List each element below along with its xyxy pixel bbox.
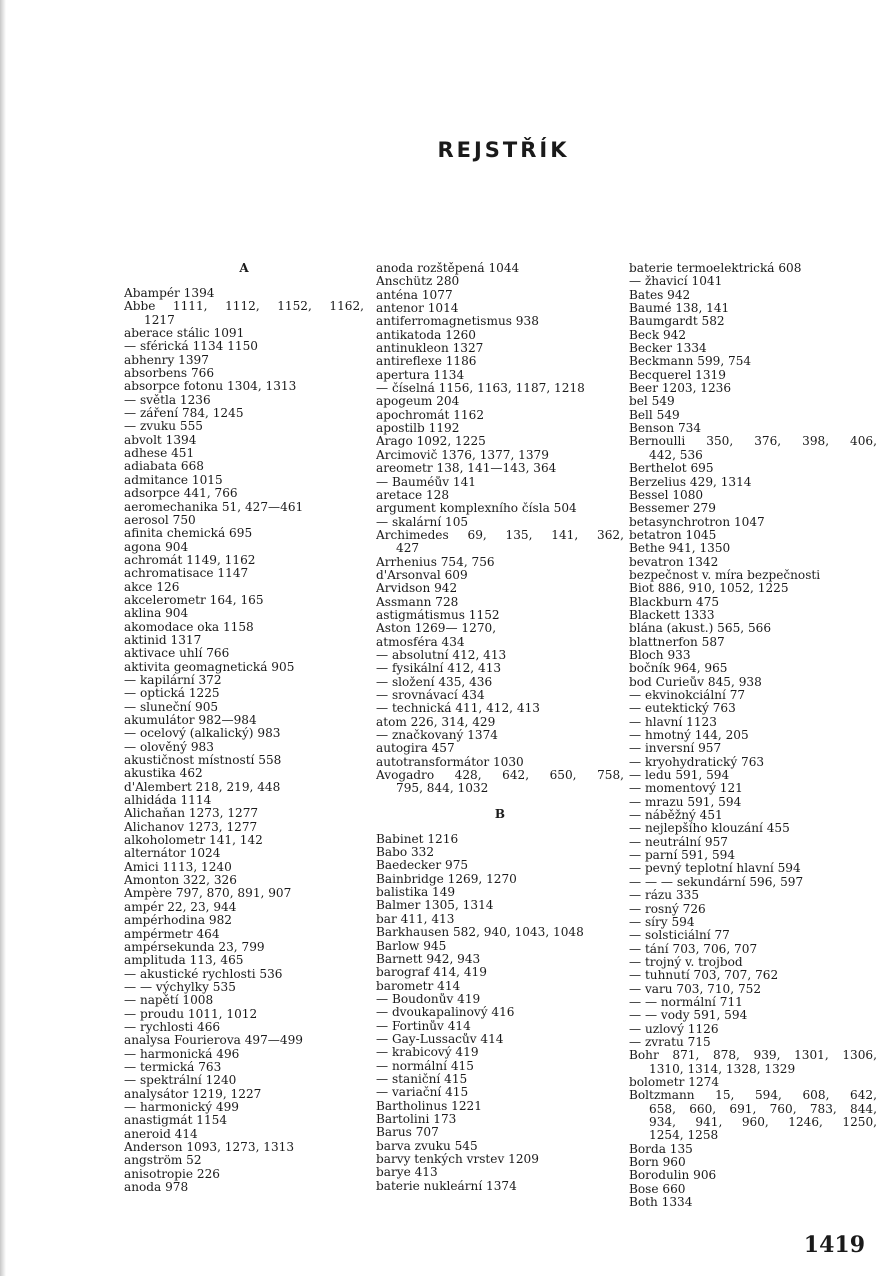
index-entry: Bessel 1080 [629,488,704,502]
index-entry: betasynchrotron 1047 [629,515,765,529]
index-entry-continuation: 1217 [144,313,175,327]
index-entry: Baumé 138, 141 [629,302,730,316]
index-entry: bočník 964, 965 [629,662,728,676]
index-entry: Bose 660 [629,1182,686,1196]
index-entry: — mrazu 591, 594 [629,795,742,809]
index-entry: — — normální 711 [629,995,743,1009]
index-entry: ampérsekunda 23, 799 [124,940,265,954]
index-entry: anisotropie 226 [124,1167,220,1181]
index-entry: bel 549 [629,395,675,409]
index-entry: — hlavní 1123 [629,715,717,729]
index-entry: — harmonická 496 [124,1047,240,1061]
index-entry: — světla 1236 [124,393,211,407]
index-entry: — ledu 591, 594 [629,769,730,783]
index-entry: akce 126 [124,580,180,594]
index-entry: balistika 149 [376,886,456,900]
index-entry: Bernoulli 350, 376, 398, 406, [629,435,877,449]
index-entry: amplituda 113, 465 [124,954,244,968]
index-entry: Aston 1269— 1270, [376,622,497,636]
index-entry: — sluneční 905 [124,700,219,714]
index-entry: — solsticiální 77 [629,929,730,943]
index-entry: agona 904 [124,540,189,554]
index-entry: akustičnost místností 558 [124,754,282,768]
index-entry: apogeum 204 [376,395,460,409]
index-entry: Ampère 797, 870, 891, 907 [124,887,292,901]
index-entry: Abampér 1394 [124,287,215,300]
index-entry: — Boudonův 419 [376,992,481,1006]
index-entry: Baedecker 975 [376,859,469,873]
index-entry: — nejlepšího klouzání 455 [629,822,790,836]
index-entry: — trojný v. trojbod [629,955,743,969]
index-entry: anoda rozštěpená 1044 [376,262,520,275]
index-entry: baterie termoelektrická 608 [629,262,802,275]
index-entry: barometr 414 [376,979,461,993]
index-entry: — momentový 121 [629,782,743,796]
index-entry: absorbens 766 [124,367,215,381]
index-entry: angström 52 [124,1154,202,1168]
index-entry: Borda 135 [629,1142,693,1156]
index-entry: Blackburn 475 [629,595,720,609]
index-entry: aktivace uhlí 766 [124,647,230,661]
index-entry: blána (akust.) 565, 566 [629,622,772,636]
index-entry: Babinet 1216 [376,832,459,846]
index-entry: — síry 594 [629,915,695,929]
index-entry: Babo 332 [376,846,435,860]
index-entry: bezpečnost v. míra bezpečnosti [629,568,821,582]
index-entry: anastigmát 1154 [124,1114,228,1128]
index-entry: astigmátismus 1152 [376,608,500,622]
index-entry: absorpce fotonu 1304, 1313 [124,380,297,394]
index-entry: Beck 942 [629,328,687,342]
page-gutter-shadow [0,0,6,1276]
index-entry: — termická 763 [124,1060,222,1074]
index-entry: Barkhausen 582, 940, 1043, 1048 [376,926,584,940]
index-entry: aerosol 750 [124,513,196,527]
index-entry: apochromát 1162 [376,408,485,422]
index-entry: blattnerfon 587 [629,635,725,649]
index-entry: apostilb 1192 [376,422,460,436]
index-entry: — uzlový 1126 [629,1022,719,1036]
index-entry: antiferromagnetismus 938 [376,315,539,329]
index-entry: Barus 707 [376,1126,439,1140]
index-entry: — zvratu 715 [629,1035,711,1049]
index-entry: akcelerometr 164, 165 [124,593,264,607]
index-column-3 [629,262,877,1209]
index-entry: Bell 549 [629,408,680,422]
index-entry: antireflexe 1186 [376,355,477,369]
index-entry: atom 226, 314, 429 [376,715,496,729]
index-entry-continuation: 1254, 1258 [649,1129,719,1143]
index-entry: d'Arsonval 609 [376,568,468,582]
index-entry: — rázu 335 [629,889,700,903]
index-entry: alkoholometr 141, 142 [124,834,263,848]
index-entry: achromatisace 1147 [124,567,249,581]
index-entry: akumulátor 982—984 [124,714,257,727]
index-entry: — ekvinokciální 77 [629,689,746,702]
index-entry: Bainbridge 1269, 1270 [376,872,517,886]
index-entry: Beckmann 599, 754 [629,355,752,369]
index-entry: aeromechanika 51, 427—461 [124,500,304,514]
index-entry: — eutektický 763 [629,702,736,716]
index-entry: bod Curieův 845, 938 [629,675,762,689]
index-entry: Berzelius 429, 1314 [629,475,752,489]
index-entry: Born 960 [629,1156,686,1170]
index-entry: — srovnávací 434 [376,689,485,702]
index-entry: antikatoda 1260 [376,328,476,342]
index-entry: Bohr 871, 878, 939, 1301, 1306, [629,1049,877,1063]
index-entry: Bates 942 [629,288,691,302]
index-entry: — normální 415 [376,1059,474,1073]
index-entry: — — — sekundární 596, 597 [629,875,804,889]
page-title: REJSTŘÍK [437,138,570,162]
page-number: 1419 [803,1232,865,1258]
index-entry: anoda 978 [124,1181,189,1195]
index-entry: ampérmetr 464 [124,927,220,941]
index-entry: baterie nukleární 1374 [376,1179,517,1193]
index-entry: aneroid 414 [124,1127,198,1141]
index-entry: — fysikální 412, 413 [376,662,502,676]
index-entry: — optická 1225 [124,687,220,701]
index-entry: — inversní 957 [629,742,722,756]
index-entry: betatron 1045 [629,528,717,542]
index-entry: Both 1334 [629,1196,693,1210]
index-entry: autogira 457 [376,742,455,756]
index-entry: Arrhenius 754, 756 [376,555,495,569]
index-entry: — tuhnutí 703, 707, 762 [629,969,779,983]
index-entry: Anderson 1093, 1273, 1313 [124,1141,295,1154]
index-entry-continuation: 442, 536 [649,448,703,462]
index-entry: Arago 1092, 1225 [376,435,486,449]
index-entry: areometr 138, 141—143, 364 [376,462,557,476]
index-entry: — záření 784, 1245 [124,407,244,421]
index-entry: Amici 1113, 1240 [124,860,232,874]
index-entry-continuation: 1310, 1314, 1328, 1329 [649,1062,796,1076]
index-entry: — složení 435, 436 [376,675,493,689]
index-entry: — značkovaný 1374 [376,729,498,743]
index-entry: bolometr 1274 [629,1075,720,1089]
index-entry: Blackett 1333 [629,608,715,622]
index-entry: Amonton 322, 326 [124,874,237,888]
index-entry: — krabicový 419 [376,1046,479,1060]
index-entry: — absolutní 412, 413 [376,648,507,662]
index-entry: — staniční 415 [376,1072,468,1086]
index-entry: — varu 703, 710, 752 [629,982,762,996]
index-entry: — — vody 591, 594 [629,1009,748,1023]
index-entry: Alichanov 1273, 1277 [124,820,258,834]
index-entry: analysa Fourierova 497—499 [124,1034,303,1048]
index-entry: — Fortinův 414 [376,1019,471,1033]
index-entry: — napětí 1008 [124,994,214,1008]
index-entry: Alichaňan 1273, 1277 [124,807,259,821]
index-entry: barye 413 [376,1166,438,1180]
index-entry: — číselná 1156, 1163, 1187, 1218 [376,382,585,396]
index-entry: analysátor 1219, 1227 [124,1087,262,1101]
section-gap [376,796,624,808]
index-entry: Anschütz 280 [376,275,460,289]
index-entry: atmosféra 434 [376,635,465,649]
index-entry: — kapilární 372 [124,673,222,687]
index-entry: ampér 22, 23, 944 [124,900,237,914]
index-entry: Bartolini 173 [376,1112,457,1126]
index-entry: adiabata 668 [124,460,204,474]
index-entry: — pevný teplotní hlavní 594 [629,862,801,876]
index-entry: Barnett 942, 943 [376,952,481,966]
index-entry: Arvidson 942 [376,582,458,596]
index-entry: Bartholinus 1221 [376,1099,482,1113]
index-entry: — zvuku 555 [124,420,203,434]
index-entry: Becquerel 1319 [629,368,726,382]
index-entry: admitance 1015 [124,473,223,487]
index-entry-continuation: 795, 844, 1032 [396,782,489,796]
index-entry: afinita chemická 695 [124,527,253,541]
index-entry: alternátor 1024 [124,847,221,861]
index-entry: — proudu 1011, 1012 [124,1007,258,1021]
index-entry: Benson 734 [629,422,702,436]
index-entry: Borodulin 906 [629,1169,717,1183]
index-entry: barograf 414, 419 [376,966,487,980]
index-entry: aklina 904 [124,607,189,621]
index-entry: Balmer 1305, 1314 [376,899,494,913]
index-entry: ampérhodina 982 [124,914,232,928]
index-entry: — olověný 983 [124,740,214,754]
index-entry: Berthelot 695 [629,462,714,476]
index-entry: d'Alembert 218, 219, 448 [124,780,281,794]
index-entry: — spektrální 1240 [124,1074,237,1088]
index-entry: bevatron 1342 [629,555,719,569]
index-entry: antenor 1014 [376,302,459,316]
index-entry-continuation: 658, 660, 691, 760, 783, 844, [649,1102,877,1116]
index-entry: — neutrální 957 [629,835,728,849]
index-entry: Bessemer 279 [629,502,716,516]
index-entry: abhenry 1397 [124,353,209,367]
index-entry: — skalární 105 [376,515,469,529]
index-entry: akustika 462 [124,767,203,781]
index-entry: argument komplexního čísla 504 [376,502,577,516]
index-entry: abvolt 1394 [124,433,197,447]
index-entry-continuation: 427 [396,542,420,556]
index-entry: — tání 703, 706, 707 [629,942,758,956]
index-entry: bar 411, 413 [376,912,455,926]
index-column-2 [376,262,624,1193]
section-letter: A [239,261,249,275]
index-entry: — — výchylky 535 [124,980,236,994]
index-entry: — hmotný 144, 205 [629,729,749,743]
index-entry: — variační 415 [376,1086,469,1100]
index-entry: — rychlosti 466 [124,1020,221,1034]
index-entry: anténa 1077 [376,288,453,302]
index-entry: aretace 128 [376,488,450,502]
index-entry: — dvoukapalinový 416 [376,1006,515,1020]
index-entry: aktinid 1317 [124,633,202,647]
index-entry: adhese 451 [124,447,195,461]
index-entry: apertura 1134 [376,368,465,382]
index-entry: — sférická 1134 1150 [124,340,258,354]
index-entry: — rosný 726 [629,902,706,916]
index-entry: antinukleon 1327 [376,342,484,356]
index-entry: Abbe 1111, 1112, 1152, 1162, [124,300,364,314]
section-letter: B [494,806,506,821]
index-entry: Archimedes 69, 135, 141, 362, [376,528,624,542]
index-entry: Avogadro 428, 642, 650, 758, [376,769,624,783]
index-entry: aktivita geomagnetická 905 [124,660,295,674]
index-entry: Boltzmann 15, 594, 608, 642, [629,1089,877,1103]
index-entry: Becker 1334 [629,342,707,356]
index-entry: barva zvuku 545 [376,1139,478,1153]
index-column-1 [124,262,364,1194]
index-entry: aberace stálic 1091 [124,327,245,341]
index-entry: Barlow 945 [376,939,447,953]
index-entry: — náběžný 451 [629,809,723,823]
index-entry: Baumgardt 582 [629,315,725,329]
index-entry: akomodace oka 1158 [124,620,254,634]
index-entry: Biot 886, 910, 1052, 1225 [629,582,789,596]
index-entry: — Gay-Lussacův 414 [376,1032,504,1046]
index-entry: Assmann 728 [376,595,459,609]
index-entry: — ocelový (alkalický) 983 [124,727,281,741]
index-entry: — harmonický 499 [124,1100,239,1114]
index-entry: Bethe 941, 1350 [629,542,731,556]
index-entry: — kryohydratický 763 [629,755,765,769]
index-entry: — technická 411, 412, 413 [376,702,540,716]
index-entry: — akustické rychlosti 536 [124,967,283,981]
index-entry: — žhavicí 1041 [629,275,723,289]
index-entry: Beer 1203, 1236 [629,382,732,396]
index-entry-continuation: 934, 941, 960, 1246, 1250, [649,1116,877,1129]
index-entry: adsorpce 441, 766 [124,487,238,501]
index-entry: barvy tenkých vrstev 1209 [376,1153,539,1166]
index-entry: alhidáda 1114 [124,794,212,808]
index-entry: Arcimovič 1376, 1377, 1379 [376,448,549,462]
index-entry: — Bauméův 141 [376,475,476,489]
index-entry: Bloch 933 [629,648,691,662]
index-entry: achromát 1149, 1162 [124,553,256,567]
index-entry: autotransformátor 1030 [376,755,524,769]
index-entry: — parní 591, 594 [629,849,736,863]
